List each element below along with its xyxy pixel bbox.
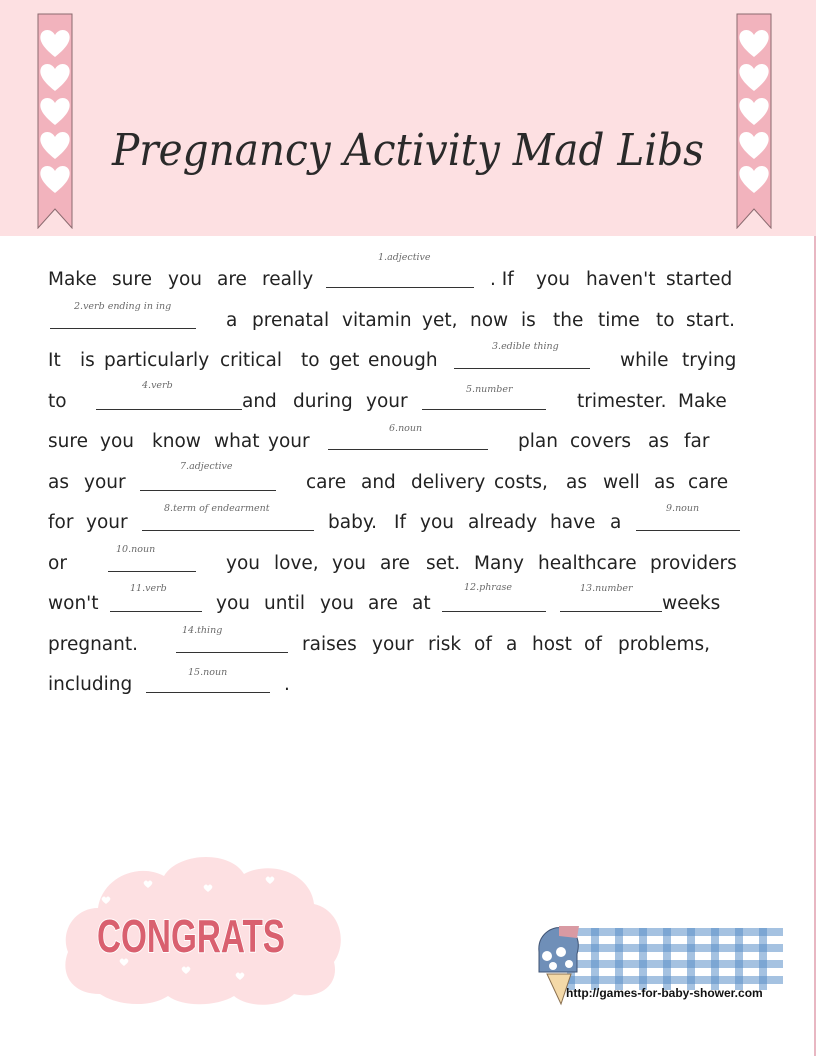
story-word: until bbox=[264, 593, 305, 614]
story-word: raises bbox=[302, 634, 357, 655]
blank-7[interactable] bbox=[140, 490, 276, 491]
story-word: risk bbox=[428, 634, 462, 655]
blank-10[interactable] bbox=[108, 571, 196, 572]
story-word: trying bbox=[682, 350, 737, 371]
story-word: you bbox=[420, 512, 454, 533]
story-word: sure bbox=[48, 431, 88, 452]
story-word: host bbox=[532, 634, 572, 655]
hint-5: 5.number bbox=[466, 384, 513, 395]
story-word: including bbox=[48, 674, 133, 695]
story-word: well bbox=[603, 472, 640, 493]
story-line-11 bbox=[48, 667, 738, 697]
hint-3: 3.edible thing bbox=[492, 341, 559, 352]
blank-12[interactable] bbox=[442, 611, 546, 612]
story-word: a bbox=[226, 310, 238, 331]
story-word: what bbox=[214, 431, 260, 452]
story-word: providers bbox=[650, 553, 737, 574]
story-line-9 bbox=[48, 582, 738, 616]
story-line-7 bbox=[48, 503, 738, 535]
left-hearts-ribbon bbox=[37, 13, 73, 229]
blank-15[interactable] bbox=[146, 692, 270, 693]
story-word: really bbox=[262, 269, 314, 290]
story-word: as bbox=[648, 431, 669, 452]
story-word: of bbox=[584, 634, 602, 655]
story-line-6 bbox=[48, 461, 738, 495]
story-word: a bbox=[506, 634, 518, 655]
blank-9[interactable] bbox=[636, 530, 740, 531]
story-word: started bbox=[666, 269, 733, 290]
story-word: while bbox=[620, 350, 669, 371]
website-link[interactable]: http://games-for-baby-shower.com bbox=[566, 986, 763, 1000]
story-line-4 bbox=[48, 380, 738, 414]
story-word: to bbox=[48, 391, 67, 412]
hint-8: 8.term of endearment bbox=[164, 503, 270, 514]
story-word: It bbox=[48, 350, 61, 371]
story-word: get bbox=[329, 350, 360, 371]
story-word: plan bbox=[518, 431, 558, 452]
hint-13: 13.number bbox=[580, 583, 633, 594]
congrats-cloud bbox=[58, 848, 344, 1008]
hint-15: 15.noun bbox=[188, 667, 228, 678]
story-line-5 bbox=[48, 423, 738, 454]
story-word: your bbox=[366, 391, 408, 412]
congrats-label: CONGRATS bbox=[97, 910, 285, 962]
story-word: your bbox=[84, 472, 126, 493]
story-word: time bbox=[598, 310, 640, 331]
story-word: delivery bbox=[411, 472, 486, 493]
story-word: during bbox=[293, 391, 353, 412]
story-word: for bbox=[48, 512, 74, 533]
story-word: of bbox=[474, 634, 492, 655]
story-word: you bbox=[332, 553, 366, 574]
story-word: or bbox=[48, 553, 67, 574]
story-word: covers bbox=[570, 431, 632, 452]
story-word: you bbox=[226, 553, 260, 574]
story-word: at bbox=[412, 593, 431, 614]
hint-4: 4.verb bbox=[142, 380, 173, 391]
story-word: a bbox=[610, 512, 622, 533]
blank-13[interactable] bbox=[560, 611, 662, 612]
story-word: as bbox=[654, 472, 675, 493]
story-word: pregnant. bbox=[48, 634, 138, 655]
blank-6[interactable] bbox=[328, 449, 488, 450]
story-word: set. bbox=[426, 553, 461, 574]
story-word: . bbox=[284, 674, 290, 695]
story-word: and bbox=[361, 472, 396, 493]
story-word: your bbox=[372, 634, 414, 655]
story-word: . If bbox=[490, 269, 514, 290]
blank-11[interactable] bbox=[110, 611, 202, 612]
hint-9: 9.noun bbox=[666, 503, 700, 514]
blank-14[interactable] bbox=[176, 652, 288, 653]
story-word: is bbox=[521, 310, 536, 331]
story-word: as bbox=[48, 472, 69, 493]
story-word: weeks bbox=[662, 593, 721, 614]
hint-14: 14.thing bbox=[182, 625, 223, 636]
story-word: baby. bbox=[328, 512, 378, 533]
story-word: and bbox=[242, 391, 277, 412]
story-word: prenatal bbox=[252, 310, 330, 331]
story-word: now bbox=[470, 310, 509, 331]
hint-10: 10.noun bbox=[116, 544, 156, 555]
story-word: you bbox=[216, 593, 250, 614]
story-line-8 bbox=[48, 544, 738, 576]
hint-11: 11.verb bbox=[130, 583, 167, 594]
hint-12: 12.phrase bbox=[464, 582, 513, 593]
story-word: far bbox=[684, 431, 710, 452]
story-line-10 bbox=[48, 625, 738, 657]
blank-5[interactable] bbox=[422, 409, 546, 410]
story-word: critical bbox=[220, 350, 282, 371]
hint-6: 6.noun bbox=[389, 423, 423, 434]
story-word: as bbox=[566, 472, 587, 493]
story-word: haven't bbox=[586, 269, 656, 290]
story-word: vitamin bbox=[342, 310, 412, 331]
hint-1: 1.adjective bbox=[378, 252, 431, 263]
story-word: Make bbox=[48, 269, 97, 290]
story-word: Make bbox=[678, 391, 727, 412]
story-word: love, bbox=[274, 553, 319, 574]
story-word: know bbox=[152, 431, 201, 452]
hint-7: 7.adjective bbox=[180, 461, 233, 472]
story-word: you bbox=[168, 269, 202, 290]
story-word: already bbox=[468, 512, 538, 533]
blank-1[interactable] bbox=[326, 287, 474, 288]
story-word: the bbox=[553, 310, 584, 331]
page-title bbox=[100, 105, 716, 195]
story-word: start. bbox=[686, 310, 735, 331]
story-word: care bbox=[306, 472, 347, 493]
blank-8[interactable] bbox=[142, 530, 314, 531]
story-word: your bbox=[268, 431, 310, 452]
story-word: are bbox=[380, 553, 410, 574]
story-word: sure bbox=[112, 269, 152, 290]
blank-2[interactable] bbox=[50, 328, 196, 329]
right-hearts-ribbon bbox=[736, 13, 772, 229]
story-word: enough bbox=[368, 350, 438, 371]
story-word: have bbox=[550, 512, 596, 533]
story-word: yet, bbox=[422, 310, 458, 331]
page-title-text: Pregnancy Activity Mad Libs bbox=[111, 125, 705, 176]
story-word: care bbox=[688, 472, 729, 493]
story-word: Many bbox=[474, 553, 524, 574]
story-word: to bbox=[301, 350, 320, 371]
story-word: healthcare bbox=[538, 553, 637, 574]
story-line-2 bbox=[48, 301, 738, 333]
story-word: costs, bbox=[494, 472, 548, 493]
hint-2: 2.verb ending in ing bbox=[74, 301, 172, 312]
story-line-1 bbox=[48, 252, 738, 292]
story-word: is bbox=[80, 350, 95, 371]
story-word: trimester. bbox=[577, 391, 667, 412]
story-word: you bbox=[536, 269, 570, 290]
story-word: If bbox=[394, 512, 406, 533]
story-line-3 bbox=[48, 341, 738, 373]
story-word: to bbox=[656, 310, 675, 331]
story-word: problems, bbox=[618, 634, 711, 655]
blank-3[interactable] bbox=[454, 368, 590, 369]
story-word: your bbox=[86, 512, 128, 533]
blank-4[interactable] bbox=[96, 409, 242, 410]
story-word: particularly bbox=[104, 350, 210, 371]
story-word: are bbox=[217, 269, 247, 290]
story-word: you bbox=[100, 431, 134, 452]
story-word: you bbox=[320, 593, 354, 614]
story-word: won't bbox=[48, 593, 99, 614]
story-word: are bbox=[368, 593, 398, 614]
